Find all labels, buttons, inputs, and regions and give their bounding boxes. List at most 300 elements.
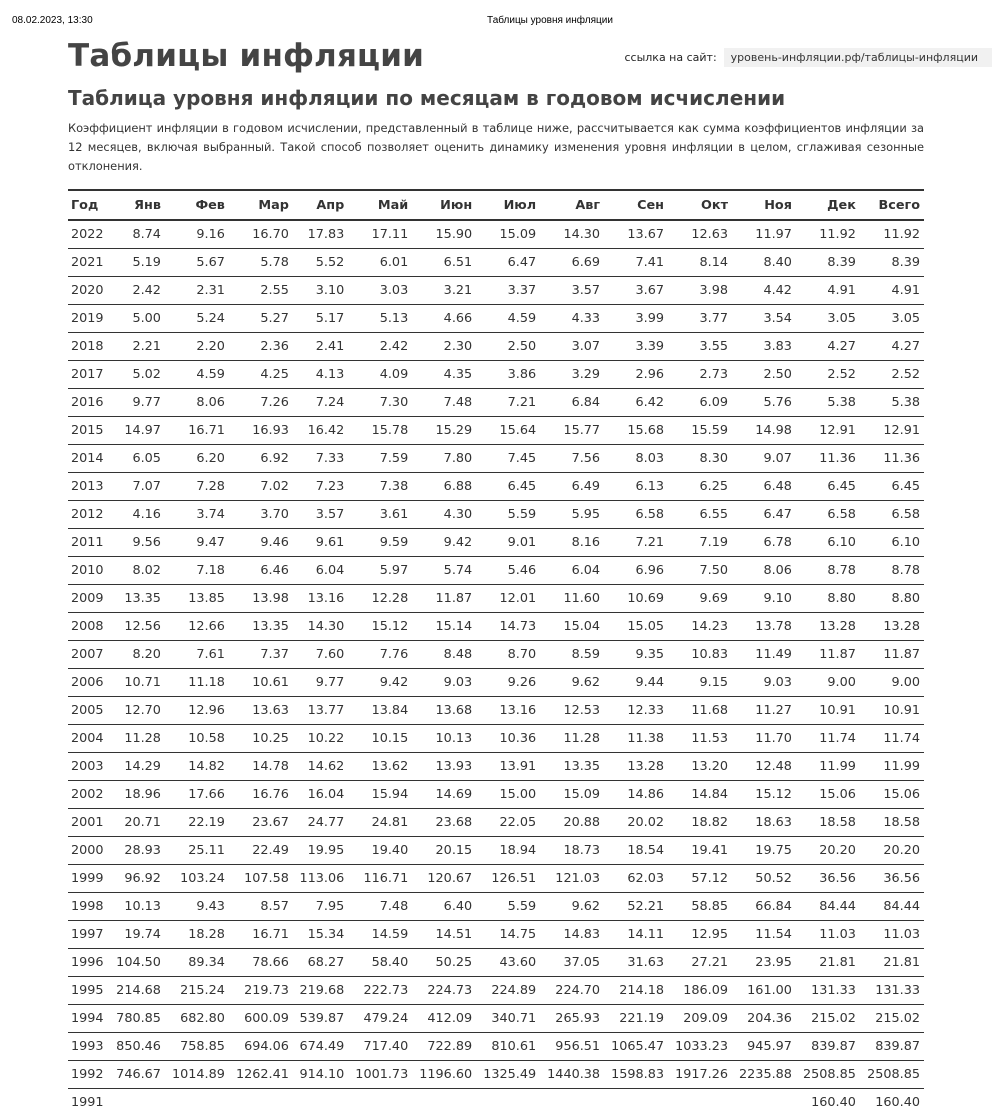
column-header: Апр [293, 190, 348, 220]
month-cell: 22.05 [476, 809, 540, 837]
month-cell [540, 1089, 604, 1116]
month-cell: 11.03 [796, 921, 860, 949]
month-cell: 5.97 [348, 557, 412, 585]
total-cell: 10.91 [860, 697, 924, 725]
year-cell: 2012 [68, 501, 110, 529]
year-cell: 2015 [68, 417, 110, 445]
month-cell: 9.03 [732, 669, 796, 697]
table-row [68, 445, 924, 473]
month-cell: 204.36 [732, 1005, 796, 1033]
year-cell: 2017 [68, 361, 110, 389]
month-cell: 11.27 [732, 697, 796, 725]
month-cell: 9.47 [165, 529, 229, 557]
month-cell: 810.61 [476, 1033, 540, 1061]
inflation-table [68, 189, 924, 1116]
month-cell: 12.56 [110, 613, 165, 641]
month-cell: 8.74 [110, 220, 165, 249]
month-cell: 9.43 [165, 893, 229, 921]
month-cell: 3.61 [348, 501, 412, 529]
month-cell: 13.91 [476, 753, 540, 781]
month-cell: 214.18 [604, 977, 668, 1005]
month-cell: 5.67 [165, 249, 229, 277]
month-cell: 221.19 [604, 1005, 668, 1033]
month-cell: 10.83 [668, 641, 732, 669]
month-cell: 15.12 [732, 781, 796, 809]
total-cell: 11.03 [860, 921, 924, 949]
month-cell: 14.82 [165, 753, 229, 781]
month-cell: 6.49 [540, 473, 604, 501]
month-cell: 161.00 [732, 977, 796, 1005]
month-cell: 8.06 [165, 389, 229, 417]
month-cell: 8.16 [540, 529, 604, 557]
month-cell: 11.54 [732, 921, 796, 949]
month-cell: 3.67 [604, 277, 668, 305]
table-row [68, 641, 924, 669]
month-cell: 4.25 [229, 361, 293, 389]
year-cell: 2001 [68, 809, 110, 837]
month-cell: 16.71 [165, 417, 229, 445]
page-title: Таблицы инфляции [68, 36, 924, 76]
month-cell: 7.59 [348, 445, 412, 473]
month-cell: 126.51 [476, 865, 540, 893]
month-cell: 6.51 [412, 249, 476, 277]
month-cell: 9.44 [604, 669, 668, 697]
month-cell: 13.98 [229, 585, 293, 613]
month-cell: 104.50 [110, 949, 165, 977]
month-cell: 3.10 [293, 277, 348, 305]
month-cell: 9.59 [348, 529, 412, 557]
month-cell: 14.83 [540, 921, 604, 949]
total-cell: 8.80 [860, 585, 924, 613]
month-cell: 9.10 [732, 585, 796, 613]
table-row [68, 893, 924, 921]
month-cell: 6.58 [796, 501, 860, 529]
month-cell: 9.77 [110, 389, 165, 417]
month-cell: 7.30 [348, 389, 412, 417]
total-cell: 18.58 [860, 809, 924, 837]
month-cell: 5.59 [476, 893, 540, 921]
month-cell: 7.76 [348, 641, 412, 669]
month-cell: 6.46 [229, 557, 293, 585]
month-cell: 84.44 [796, 893, 860, 921]
month-cell: 7.61 [165, 641, 229, 669]
month-cell: 12.28 [348, 585, 412, 613]
month-cell: 5.02 [110, 361, 165, 389]
month-cell: 3.05 [796, 305, 860, 333]
month-cell: 107.58 [229, 865, 293, 893]
month-cell: 10.61 [229, 669, 293, 697]
month-cell: 3.29 [540, 361, 604, 389]
month-cell: 18.28 [165, 921, 229, 949]
page-content [68, 36, 924, 176]
month-cell: 10.71 [110, 669, 165, 697]
month-cell: 121.03 [540, 865, 604, 893]
month-cell: 5.00 [110, 305, 165, 333]
month-cell: 914.10 [293, 1061, 348, 1089]
month-cell: 6.09 [668, 389, 732, 417]
month-cell: 13.28 [604, 753, 668, 781]
column-header: Мар [229, 190, 293, 220]
month-cell: 15.09 [540, 781, 604, 809]
month-cell: 50.52 [732, 865, 796, 893]
month-cell [476, 1089, 540, 1116]
month-cell: 62.03 [604, 865, 668, 893]
column-header: Янв [110, 190, 165, 220]
site-link-url[interactable]: уровень-инфляции.рф/таблицы-инфляции [724, 48, 992, 67]
month-cell: 11.60 [540, 585, 604, 613]
month-cell: 3.54 [732, 305, 796, 333]
month-cell: 839.87 [796, 1033, 860, 1061]
year-cell: 2019 [68, 305, 110, 333]
month-cell: 8.20 [110, 641, 165, 669]
month-cell: 4.59 [476, 305, 540, 333]
month-cell: 14.75 [476, 921, 540, 949]
month-cell: 5.52 [293, 249, 348, 277]
month-cell: 6.47 [732, 501, 796, 529]
month-cell: 2235.88 [732, 1061, 796, 1089]
month-cell: 2.73 [668, 361, 732, 389]
table-row [68, 333, 924, 361]
month-cell: 58.85 [668, 893, 732, 921]
month-cell: 2.55 [229, 277, 293, 305]
year-cell: 1996 [68, 949, 110, 977]
month-cell: 11.36 [796, 445, 860, 473]
table-row [68, 1089, 924, 1116]
month-cell: 9.56 [110, 529, 165, 557]
month-cell: 539.87 [293, 1005, 348, 1033]
month-cell: 8.48 [412, 641, 476, 669]
month-cell: 219.68 [293, 977, 348, 1005]
month-cell: 13.62 [348, 753, 412, 781]
month-cell: 15.12 [348, 613, 412, 641]
month-cell: 7.26 [229, 389, 293, 417]
month-cell: 9.07 [732, 445, 796, 473]
month-cell: 14.98 [732, 417, 796, 445]
month-cell: 16.70 [229, 220, 293, 249]
table-row [68, 725, 924, 753]
month-cell: 5.95 [540, 501, 604, 529]
month-cell: 12.33 [604, 697, 668, 725]
month-cell: 6.45 [476, 473, 540, 501]
month-cell: 11.87 [796, 641, 860, 669]
month-cell: 13.77 [293, 697, 348, 725]
total-cell: 20.20 [860, 837, 924, 865]
month-cell: 13.16 [293, 585, 348, 613]
month-cell: 215.02 [796, 1005, 860, 1033]
table-row [68, 977, 924, 1005]
total-cell: 84.44 [860, 893, 924, 921]
month-cell: 37.05 [540, 949, 604, 977]
month-cell: 13.67 [604, 220, 668, 249]
month-cell: 103.24 [165, 865, 229, 893]
total-cell: 8.78 [860, 557, 924, 585]
column-header-year: Год [68, 190, 110, 220]
month-cell: 21.81 [796, 949, 860, 977]
year-cell: 1993 [68, 1033, 110, 1061]
month-cell: 11.99 [796, 753, 860, 781]
month-cell: 6.84 [540, 389, 604, 417]
month-cell: 600.09 [229, 1005, 293, 1033]
year-cell: 2020 [68, 277, 110, 305]
month-cell: 14.86 [604, 781, 668, 809]
month-cell: 14.84 [668, 781, 732, 809]
month-cell: 2508.85 [796, 1061, 860, 1089]
year-cell: 2013 [68, 473, 110, 501]
month-cell: 6.48 [732, 473, 796, 501]
month-cell: 9.77 [293, 669, 348, 697]
month-cell: 1917.26 [668, 1061, 732, 1089]
month-cell: 36.56 [796, 865, 860, 893]
month-cell: 15.78 [348, 417, 412, 445]
year-cell: 2004 [68, 725, 110, 753]
month-cell: 43.60 [476, 949, 540, 977]
table-header-row [68, 190, 924, 220]
month-cell: 10.69 [604, 585, 668, 613]
total-cell: 6.58 [860, 501, 924, 529]
month-cell: 6.47 [476, 249, 540, 277]
month-cell: 9.15 [668, 669, 732, 697]
month-cell: 682.80 [165, 1005, 229, 1033]
month-cell: 14.59 [348, 921, 412, 949]
month-cell: 15.77 [540, 417, 604, 445]
month-cell: 5.78 [229, 249, 293, 277]
month-cell: 5.46 [476, 557, 540, 585]
month-cell: 14.11 [604, 921, 668, 949]
month-cell: 4.27 [796, 333, 860, 361]
table-row [68, 557, 924, 585]
month-cell: 6.78 [732, 529, 796, 557]
month-cell: 224.89 [476, 977, 540, 1005]
year-cell: 2002 [68, 781, 110, 809]
total-cell: 2508.85 [860, 1061, 924, 1089]
year-cell: 2010 [68, 557, 110, 585]
month-cell: 7.50 [668, 557, 732, 585]
month-cell: 5.74 [412, 557, 476, 585]
month-cell: 15.00 [476, 781, 540, 809]
month-cell: 3.98 [668, 277, 732, 305]
month-cell: 6.10 [796, 529, 860, 557]
title-row [68, 36, 924, 84]
table-row [68, 417, 924, 445]
month-cell: 8.80 [796, 585, 860, 613]
month-cell: 722.89 [412, 1033, 476, 1061]
month-cell: 412.09 [412, 1005, 476, 1033]
month-cell: 13.84 [348, 697, 412, 725]
table-row [68, 220, 924, 249]
month-cell: 11.18 [165, 669, 229, 697]
month-cell: 7.19 [668, 529, 732, 557]
month-cell: 12.95 [668, 921, 732, 949]
month-cell: 13.93 [412, 753, 476, 781]
month-cell: 7.45 [476, 445, 540, 473]
month-cell: 113.06 [293, 865, 348, 893]
month-cell: 16.71 [229, 921, 293, 949]
total-cell: 12.91 [860, 417, 924, 445]
month-cell: 17.11 [348, 220, 412, 249]
month-cell: 4.30 [412, 501, 476, 529]
month-cell: 7.21 [604, 529, 668, 557]
month-cell: 222.73 [348, 977, 412, 1005]
month-cell: 15.14 [412, 613, 476, 641]
month-cell: 8.30 [668, 445, 732, 473]
month-cell: 850.46 [110, 1033, 165, 1061]
month-cell: 18.94 [476, 837, 540, 865]
month-cell: 1196.60 [412, 1061, 476, 1089]
month-cell: 19.75 [732, 837, 796, 865]
month-cell: 15.68 [604, 417, 668, 445]
month-cell: 2.42 [348, 333, 412, 361]
month-cell: 89.34 [165, 949, 229, 977]
table-body [68, 220, 924, 1116]
month-cell: 12.70 [110, 697, 165, 725]
year-cell: 2011 [68, 529, 110, 557]
total-cell: 215.02 [860, 1005, 924, 1033]
year-cell: 2022 [68, 220, 110, 249]
month-cell: 7.24 [293, 389, 348, 417]
total-cell: 3.05 [860, 305, 924, 333]
month-cell [412, 1089, 476, 1116]
month-cell: 20.71 [110, 809, 165, 837]
month-cell: 25.11 [165, 837, 229, 865]
total-cell: 36.56 [860, 865, 924, 893]
month-cell: 9.00 [796, 669, 860, 697]
month-cell: 31.63 [604, 949, 668, 977]
table-header [68, 190, 924, 220]
site-link-label: ссылка на сайт: [624, 51, 716, 64]
month-cell: 6.42 [604, 389, 668, 417]
month-cell: 5.27 [229, 305, 293, 333]
month-cell: 15.04 [540, 613, 604, 641]
month-cell: 10.25 [229, 725, 293, 753]
year-cell: 1995 [68, 977, 110, 1005]
month-cell: 8.06 [732, 557, 796, 585]
print-header [0, 15, 995, 29]
month-cell: 11.70 [732, 725, 796, 753]
month-cell: 5.17 [293, 305, 348, 333]
month-cell: 4.59 [165, 361, 229, 389]
month-cell: 131.33 [796, 977, 860, 1005]
month-cell [604, 1089, 668, 1116]
month-cell: 10.15 [348, 725, 412, 753]
month-cell: 13.68 [412, 697, 476, 725]
total-cell: 11.92 [860, 220, 924, 249]
month-cell: 6.25 [668, 473, 732, 501]
month-cell: 209.09 [668, 1005, 732, 1033]
month-cell: 7.60 [293, 641, 348, 669]
month-cell: 6.69 [540, 249, 604, 277]
print-title: Таблицы уровня инфляции [0, 15, 995, 26]
year-cell: 1992 [68, 1061, 110, 1089]
total-cell: 131.33 [860, 977, 924, 1005]
table-row [68, 1061, 924, 1089]
year-cell: 1997 [68, 921, 110, 949]
month-cell: 11.92 [796, 220, 860, 249]
month-cell: 14.30 [540, 220, 604, 249]
year-cell: 2006 [68, 669, 110, 697]
month-cell: 6.92 [229, 445, 293, 473]
month-cell: 8.14 [668, 249, 732, 277]
month-cell: 7.21 [476, 389, 540, 417]
month-cell: 15.09 [476, 220, 540, 249]
month-cell: 6.04 [540, 557, 604, 585]
month-cell: 10.36 [476, 725, 540, 753]
year-cell: 2000 [68, 837, 110, 865]
month-cell: 11.68 [668, 697, 732, 725]
month-cell: 9.03 [412, 669, 476, 697]
table-row [68, 585, 924, 613]
month-cell: 15.64 [476, 417, 540, 445]
month-cell: 14.62 [293, 753, 348, 781]
month-cell: 5.13 [348, 305, 412, 333]
month-cell: 3.77 [668, 305, 732, 333]
month-cell: 120.67 [412, 865, 476, 893]
month-cell: 14.97 [110, 417, 165, 445]
month-cell: 9.46 [229, 529, 293, 557]
month-cell: 219.73 [229, 977, 293, 1005]
month-cell: 12.96 [165, 697, 229, 725]
table-row [68, 501, 924, 529]
month-cell: 224.70 [540, 977, 604, 1005]
month-cell: 14.30 [293, 613, 348, 641]
year-cell: 2009 [68, 585, 110, 613]
month-cell: 2.31 [165, 277, 229, 305]
month-cell: 215.24 [165, 977, 229, 1005]
month-cell: 15.94 [348, 781, 412, 809]
month-cell: 13.35 [540, 753, 604, 781]
month-cell: 2.30 [412, 333, 476, 361]
month-cell: 1598.83 [604, 1061, 668, 1089]
month-cell: 479.24 [348, 1005, 412, 1033]
month-cell: 10.22 [293, 725, 348, 753]
month-cell: 1033.23 [668, 1033, 732, 1061]
month-cell: 20.02 [604, 809, 668, 837]
column-header: Авг [540, 190, 604, 220]
site-link-box [624, 48, 992, 67]
month-cell: 1325.49 [476, 1061, 540, 1089]
month-cell: 758.85 [165, 1033, 229, 1061]
table-row [68, 305, 924, 333]
month-cell [732, 1089, 796, 1116]
month-cell: 186.09 [668, 977, 732, 1005]
month-cell: 4.91 [796, 277, 860, 305]
year-cell: 2018 [68, 333, 110, 361]
month-cell: 12.01 [476, 585, 540, 613]
month-cell: 6.45 [796, 473, 860, 501]
month-cell: 16.04 [293, 781, 348, 809]
month-cell: 9.35 [604, 641, 668, 669]
month-cell: 9.61 [293, 529, 348, 557]
month-cell: 22.19 [165, 809, 229, 837]
month-cell: 11.53 [668, 725, 732, 753]
table-row [68, 529, 924, 557]
month-cell: 3.21 [412, 277, 476, 305]
month-cell: 3.57 [540, 277, 604, 305]
month-cell: 2.36 [229, 333, 293, 361]
month-cell: 5.19 [110, 249, 165, 277]
month-cell: 7.37 [229, 641, 293, 669]
month-cell: 4.09 [348, 361, 412, 389]
table-row [68, 1033, 924, 1061]
month-cell: 7.23 [293, 473, 348, 501]
month-cell: 8.78 [796, 557, 860, 585]
month-cell: 7.02 [229, 473, 293, 501]
month-cell: 50.25 [412, 949, 476, 977]
month-cell: 18.73 [540, 837, 604, 865]
month-cell: 12.91 [796, 417, 860, 445]
month-cell: 14.69 [412, 781, 476, 809]
month-cell: 4.33 [540, 305, 604, 333]
month-cell: 17.83 [293, 220, 348, 249]
